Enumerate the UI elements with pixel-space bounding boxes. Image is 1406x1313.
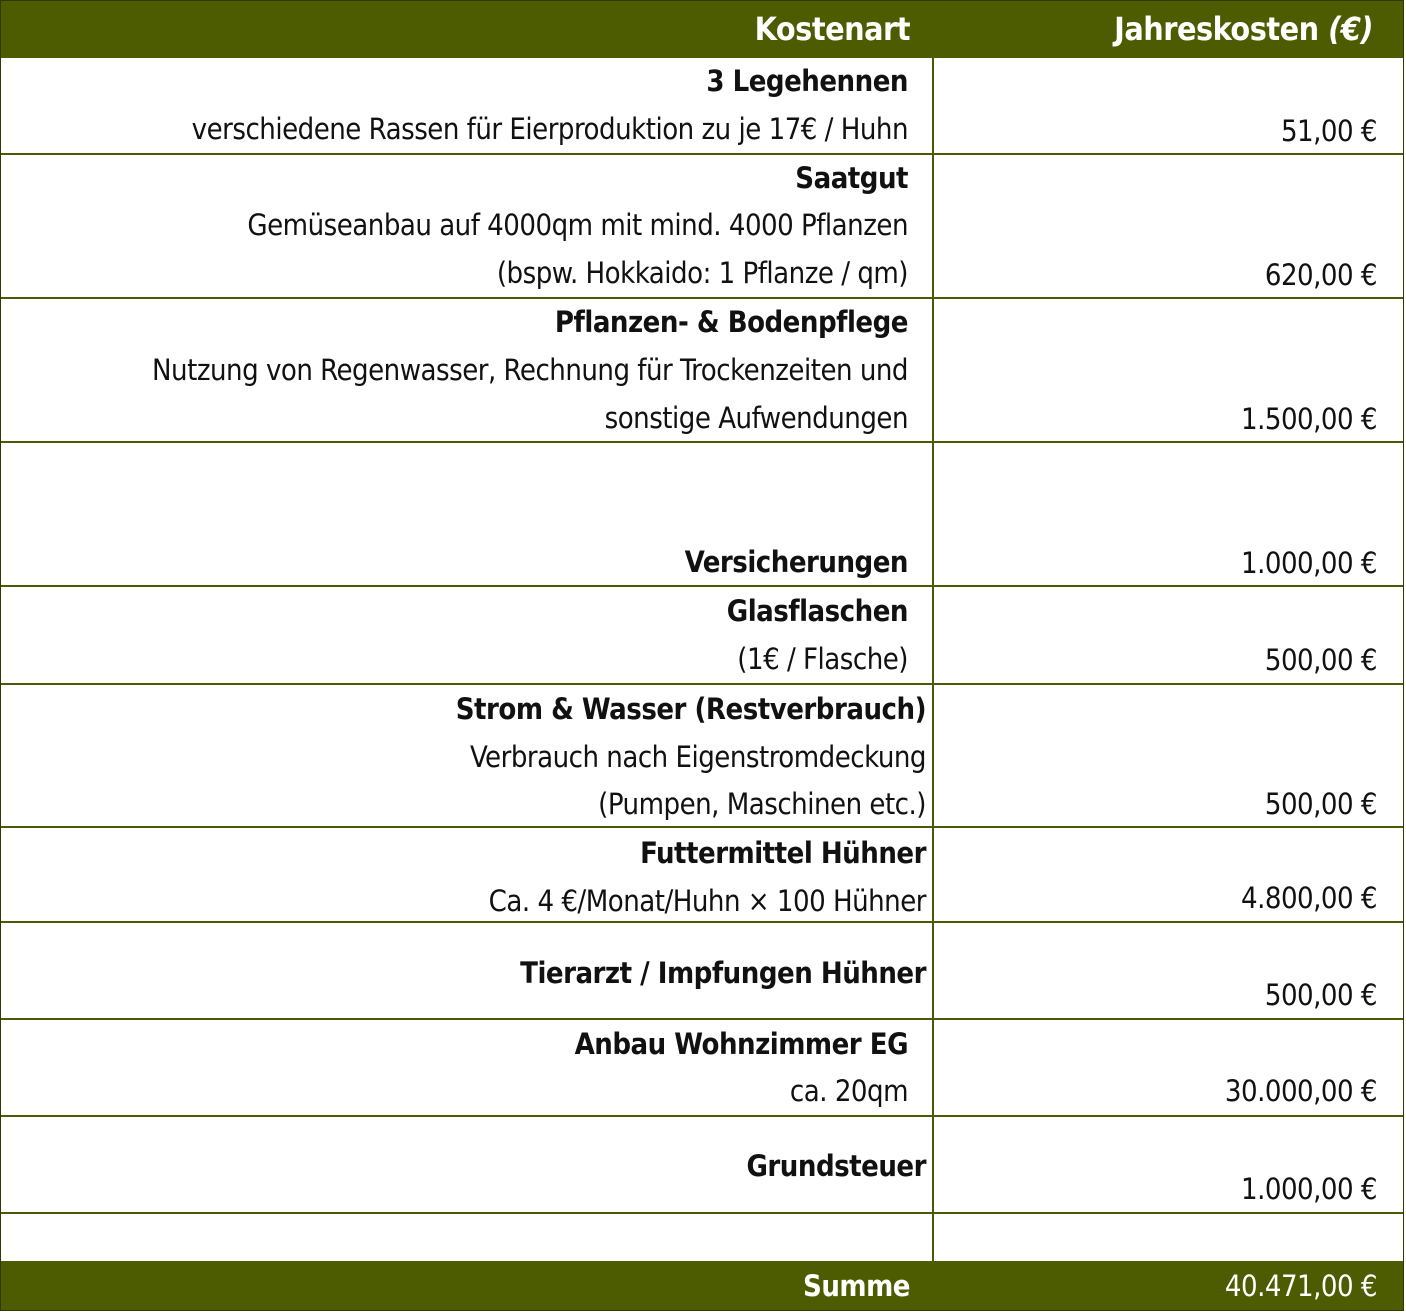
table-header <box>1 1 1403 58</box>
row-detail: verschiedene Rassen für Eierproduktion zu je 17€ / Huhn <box>191 112 908 146</box>
row-title: Tierarzt / Impfungen Hühner <box>520 956 926 990</box>
row-amount: 51,00 € <box>1280 114 1377 148</box>
table-row <box>1 1117 1403 1214</box>
row-title: 3 Legehennen <box>706 64 908 98</box>
row-detail: Verbrauch nach Eigenstromdeckung <box>469 740 926 774</box>
sum-total: 40.471,00 € <box>1224 1269 1377 1303</box>
amount-cell <box>936 299 1403 441</box>
table-row <box>1 1020 1403 1117</box>
table-row <box>1 923 1403 1020</box>
row-title: Saatgut <box>795 161 908 195</box>
table-row <box>1 685 1403 828</box>
row-amount: 500,00 € <box>1264 978 1377 1012</box>
amount-cell <box>936 443 1403 585</box>
row-amount: 620,00 € <box>1264 258 1377 292</box>
header-cell-jahreskosten <box>936 1 1403 58</box>
empty-cell <box>1 1214 934 1261</box>
row-detail: Nutzung von Regenwasser, Rechnung für Trockenzeiten und <box>152 353 908 387</box>
row-detail: (bspw. Hokkaido: 1 Pflanze / qm) <box>496 256 908 290</box>
header-jahreskosten <box>1114 12 1373 46</box>
row-amount: 500,00 € <box>1264 643 1377 677</box>
amount-cell <box>936 828 1403 921</box>
table-row <box>1 828 1403 923</box>
amount-cell <box>936 155 1403 297</box>
header-kostenart: Kostenart <box>754 10 910 48</box>
header-cell-kostenart <box>1 1 934 58</box>
table-row <box>1 299 1403 443</box>
row-title: Strom & Wasser (Restverbrauch) <box>455 692 926 726</box>
row-title: Glasflaschen <box>726 594 908 628</box>
row-amount: 1.500,00 € <box>1240 402 1377 436</box>
cost-type-cell <box>1 923 934 1018</box>
table-row <box>1 155 1403 299</box>
empty-cell <box>936 1214 1403 1261</box>
amount-cell <box>936 1020 1403 1115</box>
cost-type-cell <box>1 587 934 683</box>
row-amount: 30.000,00 € <box>1224 1074 1377 1108</box>
row-detail: sonstige Aufwendungen <box>604 401 908 435</box>
row-title: Anbau Wohnzimmer EG <box>574 1027 908 1061</box>
row-amount: 1.000,00 € <box>1240 1172 1377 1206</box>
row-detail: (1€ / Flasche) <box>737 642 908 676</box>
row-title: Pflanzen- & Bodenpflege <box>554 305 908 339</box>
row-title: Grundsteuer <box>746 1149 926 1183</box>
cost-type-cell <box>1 1117 934 1212</box>
cost-type-cell <box>1 1020 934 1115</box>
table-footer <box>1 1261 1403 1310</box>
cost-type-cell <box>1 685 934 826</box>
cost-type-cell <box>1 58 934 153</box>
row-title: Futtermittel Hühner <box>640 836 926 870</box>
row-detail: Gemüseanbau auf 4000qm mit mind. 4000 Pflanzen <box>247 208 908 242</box>
row-amount: 4.800,00 € <box>1240 881 1377 915</box>
cost-type-cell <box>1 828 934 921</box>
empty-row <box>1 1214 1403 1261</box>
cost-type-cell <box>1 299 934 441</box>
row-title: Versicherungen <box>684 545 908 579</box>
amount-cell <box>936 1117 1403 1212</box>
footer-total-cell <box>936 1261 1403 1310</box>
row-detail: ca. 20qm <box>789 1074 908 1108</box>
amount-cell <box>936 587 1403 683</box>
header-jahreskosten-label: Jahreskosten <box>1114 10 1319 48</box>
cost-type-cell <box>1 443 934 585</box>
header-unit: (€) <box>1328 10 1373 48</box>
amount-cell <box>936 58 1403 153</box>
row-detail: Ca. 4 €/Monat/Huhn × 100 Hühner <box>488 884 926 918</box>
row-amount: 500,00 € <box>1264 787 1377 821</box>
cost-type-cell <box>1 155 934 297</box>
row-detail: (Pumpen, Maschinen etc.) <box>598 787 926 821</box>
row-amount: 1.000,00 € <box>1240 546 1377 580</box>
footer-label-cell <box>1 1261 934 1310</box>
table-row <box>1 443 1403 587</box>
table-row <box>1 58 1403 155</box>
table-row <box>1 587 1403 685</box>
amount-cell <box>936 923 1403 1018</box>
sum-label: Summe <box>803 1269 910 1303</box>
amount-cell <box>936 685 1403 826</box>
